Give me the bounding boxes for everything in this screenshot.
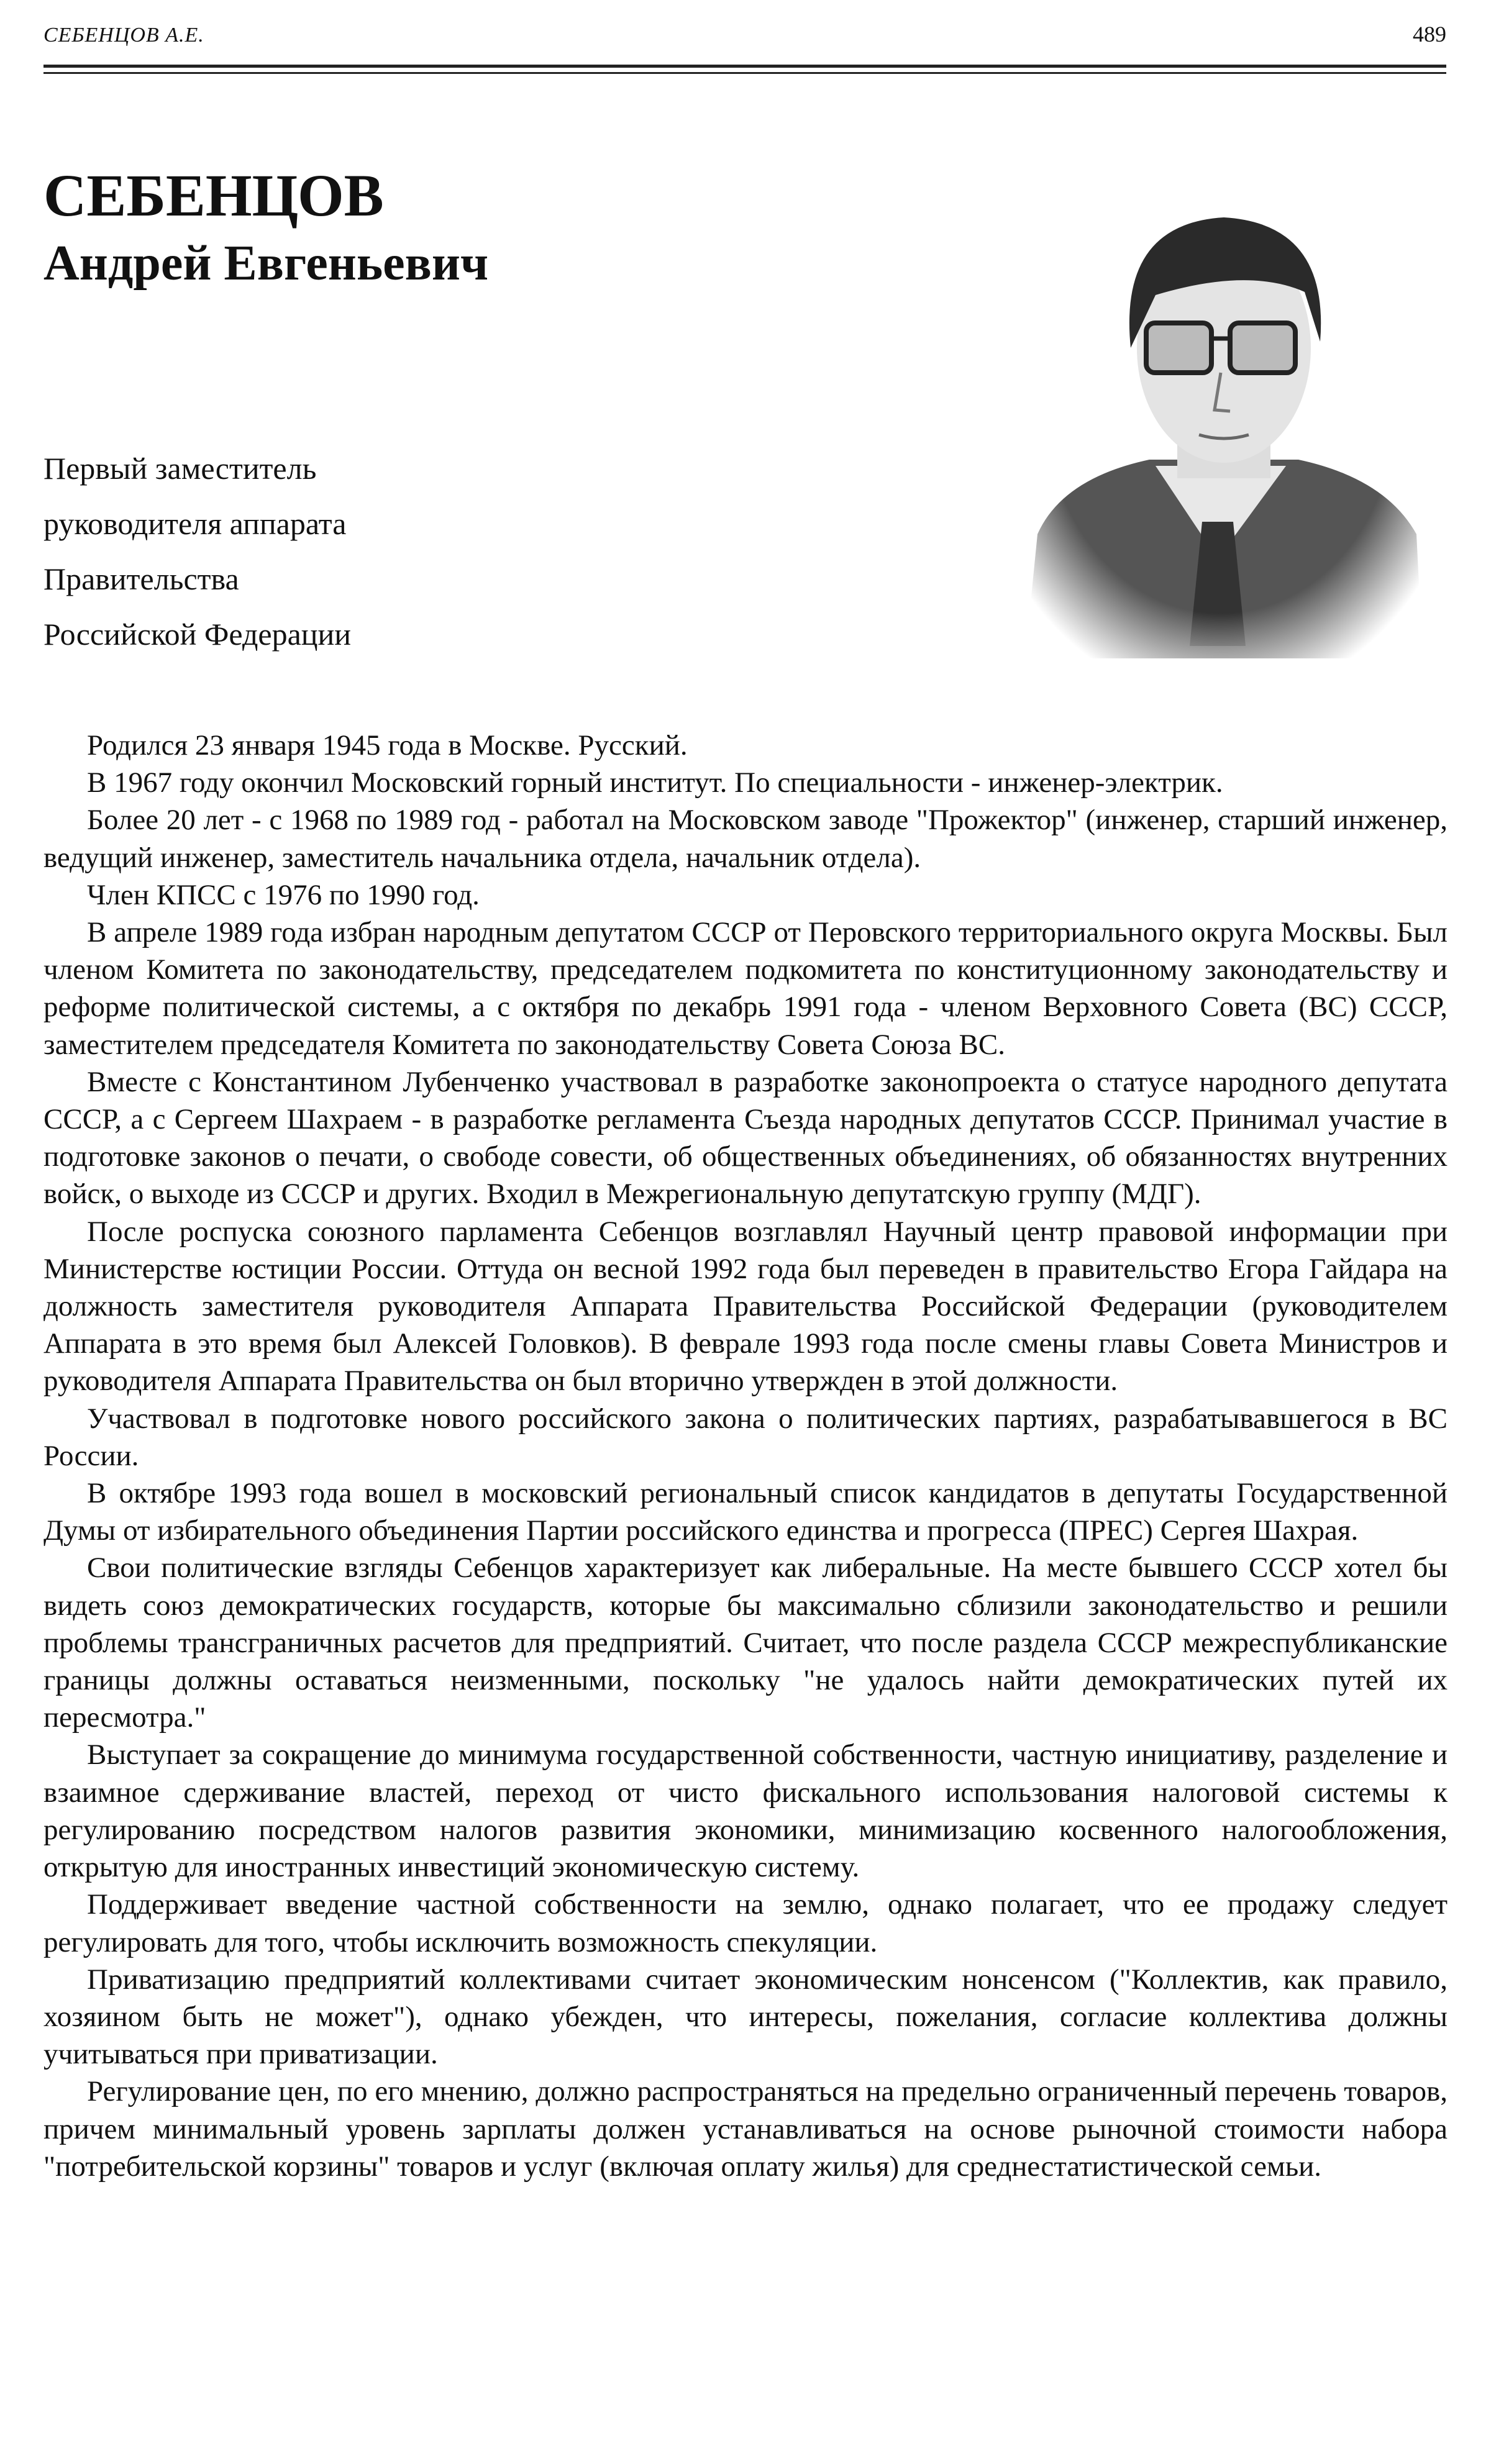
position-title — [43, 441, 351, 662]
person-given-names: Андрей Евгеньевич — [43, 236, 489, 291]
paragraph: Более 20 лет - с 1968 по 1989 год - работал на Московском заводе "Прожектор" (инженер, старший инженер, ведущий инженер, заместитель начальника отдела, начальник отдела). — [43, 804, 1448, 874]
position-line: руководителя аппарата — [43, 506, 347, 541]
position-line: Первый заместитель — [43, 451, 317, 486]
header-rule — [43, 65, 1446, 68]
running-header: СЕБЕНЦОВ А.Е. — [43, 24, 204, 47]
person-surname: СЕБЕНЦОВ — [43, 162, 384, 229]
paragraph: Приватизацию предприятий коллективами считает экономическим нонсенсом ("Коллектив, как правило, хозяином быть не может"), однако убежден, что интересы, пожелания, согласие коллектива должны учитываться при приватизации. — [43, 1963, 1448, 2071]
paragraph: Свои политические взгляды Себенцов характеризует как либеральные. На месте бывшего СССР хотел бы видеть союз демократических государств, которые бы максимально сблизили законодательство и решили проблемы трансграничных расчетов для предприятий. Считает, что после раздела СССР межреспубликанские границы должны оставаться неизменными, поскольку "не удалось найти демократических путей их пересмотра." — [43, 1552, 1448, 1734]
paragraph: Регулирование цен, по его мнению, должно распространяться на предельно ограниченный перечень товаров, причем минимальный уровень зарплаты должен устанавливаться на основе рыночной стоимости набора "потребительской корзины" товаров и услуг (включая оплату жилья) для среднестатистической семьи. — [43, 2075, 1448, 2183]
paragraph: Участвовал в подготовке нового российского закона о политических партиях, разрабатывавшегося в ВС России. — [43, 1402, 1448, 1472]
paragraph: После роспуска союзного парламента Себенцов возглавлял Научный центр правовой информации при Министерстве юстиции России. Оттуда он весной 1992 года был переведен в правительство Егора Гайдара на должность заместителя руководителя Аппарата Правительства Российской Федерации (руководителем Аппарата в это время был Алексей Головков). В феврале 1993 года после смены главы Совета Министров и руководителя Аппарата Правительства он был вторично утвержден в этой должности. — [43, 1215, 1448, 1398]
paragraph: Член КПСС с 1976 по 1990 год. — [87, 878, 480, 911]
paragraph: В 1967 году окончил Московский горный институт. По специальности - инженер-электрик. — [87, 766, 1223, 799]
paragraph: Родился 23 января 1945 года в Москве. Русский. — [87, 729, 688, 761]
header-rule — [43, 72, 1446, 74]
position-line: Правительства — [43, 561, 239, 596]
paragraph: Поддерживает введение частной собственности на землю, однако полагает, что ее продажу следует регулировать для того, чтобы исключить возможность спекуляции. — [43, 1888, 1448, 1958]
biography-text — [43, 727, 1448, 2185]
paragraph: Выступает за сокращение до минимума государственной собственности, частную инициативу, разделение и взаимное сдерживание властей, переход от чисто фискального использования налоговой системы к регулированию посредством налогов развития экономики, минимизацию косвенного налогообложения, открытую для иностранных инвестиций экономическую систему. — [43, 1739, 1448, 1884]
page-number: 489 — [1413, 22, 1446, 47]
paragraph: В апреле 1989 года избран народным депутатом СССР от Перовского территориального округа Москвы. Был членом Комитета по законодательству, председателем подкомитета по конституционному законодательству и реформе политической системы, а с октября по декабрь 1991 года - членом Верховного Совета (ВС) СССР, заместителем председателя Комитета по законодательству Совета Союза ВС. — [43, 916, 1448, 1061]
portrait-photo — [1013, 186, 1429, 677]
position-line: Российской Федерации — [43, 617, 352, 652]
paragraph: Вместе с Константином Лубенченко участвовал в разработке законопроекта о статусе народного депутата СССР, а с Сергеем Шахраем - в разработке регламента Съезда народных депутатов СССР. Принимал участие в подготовке законов о печати, о свободе совести, об общественных объединениях, об обязанностях внутренних войск, о выходе из СССР и других. Входил в Межрегиональную депутатскую группу (МДГ). — [43, 1065, 1448, 1211]
paragraph: В октябре 1993 года вошел в московский региональный список кандидатов в депутаты Государственной Думы от избирательного объединения Партии российского единства и прогресса (ПРЕС) Сергея Шахрая. — [43, 1477, 1448, 1547]
